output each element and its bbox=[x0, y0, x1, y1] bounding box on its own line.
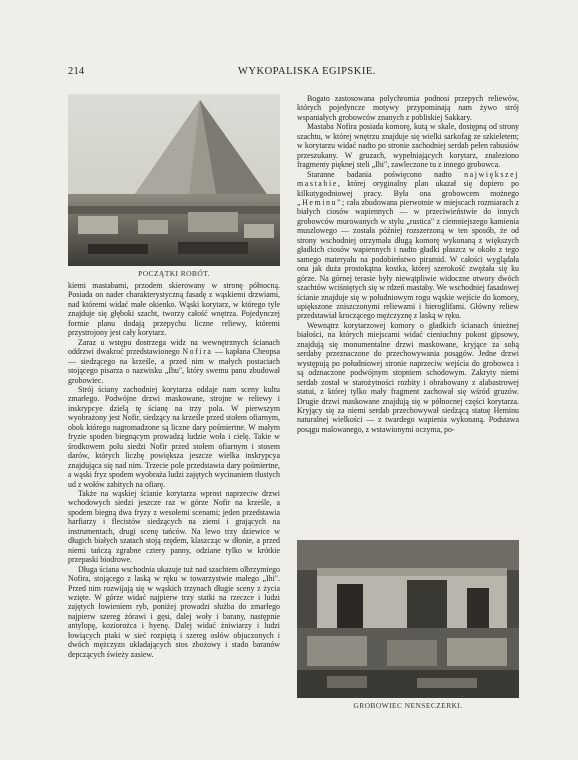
paragraph: Wewnątrz korytarzowej komory o gładkich ścianach śnieżnej białości, na których miejscami widać cieniuchny pokost gipsowy, znajdują się monumentalne drzwi maskowane, kryjące za sobą serdaby przeznaczone do przechowywania posągów. Jedne drzwi występują po południowej stronie naprzeciw wejścia do grobowca i są odznaczone podwójnym stopniem schodowym. Zakryty niemi serdab został w starożytności rozbity i obrabowany z alabastrowej statui, z której tylko mały fragment zachował się wśród gruzów. Drugie drzwi maskowane znajdują się w północnej części korytarza. Kryjący się za niemi serdab przechowywał siedzącą statuę Heminu naturalnej wielkości — z twardego wapienia wykonaną. Podstawa posągu malowanego, z wstawionymi oczyma, po- bbox=[297, 320, 519, 434]
paragraph: Także na wąskiej ścianie korytarza wprost naprzeciw drzwi wchodowych siedzi jeszcze raz w górze Nofir na krześle, a spodem biegną dwa fryzy z wesołemi scenami; jeden przedstawia harfiarzy i flecistów siedzących na ziemi i grających na instrumentach, drugi scenę tańców. Na lewo trzy dziewice w długich białych szatach stoją rzędem, klaszcząc w dłonie, a przed niemi tańczą zgrabne cztery panny, odziane tylko w krótkie przepaski biodrowe. bbox=[68, 488, 280, 565]
tomb-photo bbox=[297, 540, 519, 698]
paragraph: kiemi mastabami, przodem skierowany w stronę północną. Posiada on nader charakterystyczną fasadę z wąskiemi drzwiami, nad któremi widać małe okienko. Wąski korytarz, w którego tyle znajduje się głęboki szacht, tworzy całość wnętrza. Pojedynczej formie planu dodają przepychu liczne reliewy, któremi przystrojony jest cały korytarz. bbox=[68, 281, 280, 338]
paragraph: Strój ściany zachodniej korytarza oddaje nam sceny kultu zmarłego. Podwójne drzwi maskowane, strojne w reliewy i inskrypcye dzielą tę ścianę na trzy pola. W pierwszym wyobrażony jest Nofir, siedzący na krześle przed stołem ofiarnym, obok którego nagromadzone są liczne dary pośmiertne. W małym fryzie spoden biegnącym prowadzą ludzie woła i cielę. Takie w środkowem polu siedzi Nofir przed stołem ofiarnym i stosem darów, których liczbę powiększa jeszcze wielka inskrypcya znajdująca się nad nim. Trzecie pole przedstawia dary pośmiertne, a wąski fryz spodem wyobraża ludzi zajętych wycinaniem tłustych ud z wołów zabitych na ofiarę. bbox=[68, 384, 280, 489]
spaced-phrase: największej mastabie bbox=[297, 169, 519, 189]
right-column-text bbox=[297, 94, 519, 434]
text-run: ; cała zbudowana pierwotnie w miejscach rozmiarach z białych ciosów wapiennych — w przeciwieństwie do innych grobowców murowanych w stylu „rustica" z ciemniejszego kamienia muszlowego — została później rozszerzoną w ten sposób, że od strony wschodniej otrzymała długą komorę wykonaną z większych gładkich ciosów wapiennych i nadto gładki płaszcz w około z tego samego materyału na podobieństwo piramid. W całości wyglądała ona jak duża prostokątna kostka, której szerokość zwężała się ku górze. Na górnej terasie były niewątpliwie widoczne otwory dwóch szachtów wciśniętych się w rdzeń mastaby. We wschodniej fasadowej ścianie znajduje się w południowym rogu wąskie wejście do komory, upiększone zniszczonymi reliewami i hieroglifami. Główny reliew przedstawiał kroczącego mężczyznę z laską w ręku. bbox=[297, 197, 519, 321]
figure-pyramid bbox=[68, 94, 280, 278]
spaced-name: „Heminu" bbox=[297, 197, 342, 207]
left-column-text bbox=[68, 281, 280, 659]
text-run: — kapłana Cheopsa — siedzącego na krześle, a przed nim w małych postaciach stojącego pisarza o nazwisku „Ihu", który swemu panu zbudował grobowiec. bbox=[68, 347, 280, 385]
running-title: WYKOPALISKA EGIPSKIE. bbox=[238, 66, 376, 77]
paragraph bbox=[68, 338, 280, 385]
page-number: 214 bbox=[68, 66, 85, 77]
figure-tomb bbox=[297, 540, 519, 710]
figure-caption-top: POCZĄTKI ROBÓT. bbox=[138, 269, 210, 278]
spaced-name: Nofira bbox=[182, 347, 213, 357]
page-header bbox=[68, 66, 520, 80]
text-run: Staranne badania poświęcono nadto bbox=[307, 169, 465, 179]
pyramid-photo bbox=[68, 94, 280, 266]
paragraph: Długa ściana wschodnia ukazuje tuż nad szachtem olbrzymiego Nofira, stojącego z laską w ręku w towarzystwie małego „Ihi". Przed nim rozwijają się w wąskich trzynach długie sceny z życia wzięte. W górze widać najpierw trzy statki na rzeczce i ludzi zajętych łowieniem ryb, poniżej prowadzi służba do zmarłego najpierw szereg żórawi i gęsi, dalej woły i barany, następnie antylopę, koziorożca i hyenę. Dalej widać żniwiarzy i ludzi łowiących ptaki w sieć rozpiętą i szereg osłów objuczonych i dwóch mężczyzn układających stos zbożowy i stado baranów depczących świeży zasiew. bbox=[68, 564, 280, 659]
text-run: Zaraz u wstępu dostrzega widz na wewnętrznych ścianach oddrzwi dwakroć przedstawionego bbox=[68, 337, 280, 357]
paragraph: Bogato zastosowana polychromia podnosi przepych reliewów, których pojedyncze motywy przypominają nam żywo strój wspaniałych grobowców znanych z pobliskiej Sakkary. bbox=[297, 94, 519, 122]
paragraph: Mastaba Nofira posiada komorę, kutą w skale, dostępną od strony szachtu, w której wnętrzu znajduje się wielki sarkofag ze szkieletem; w korytarzu widać nadto po stronie zachodniej serdab pełen rabusiów przeszukany. W gruzach, wypełniających korytarz, znaleziono fragmenty pięknej steli „Ihi", zawleczone tu z innego grobowca. bbox=[297, 122, 519, 170]
figure-caption-bottom: GROBOWIEC NENSECZERKI. bbox=[353, 701, 463, 710]
text-run: , której oryginalny plan ukazał się dopiero po kilkutygodniowej pracy. Była ona grobowcem możnego bbox=[297, 179, 519, 198]
paragraph bbox=[297, 170, 519, 321]
